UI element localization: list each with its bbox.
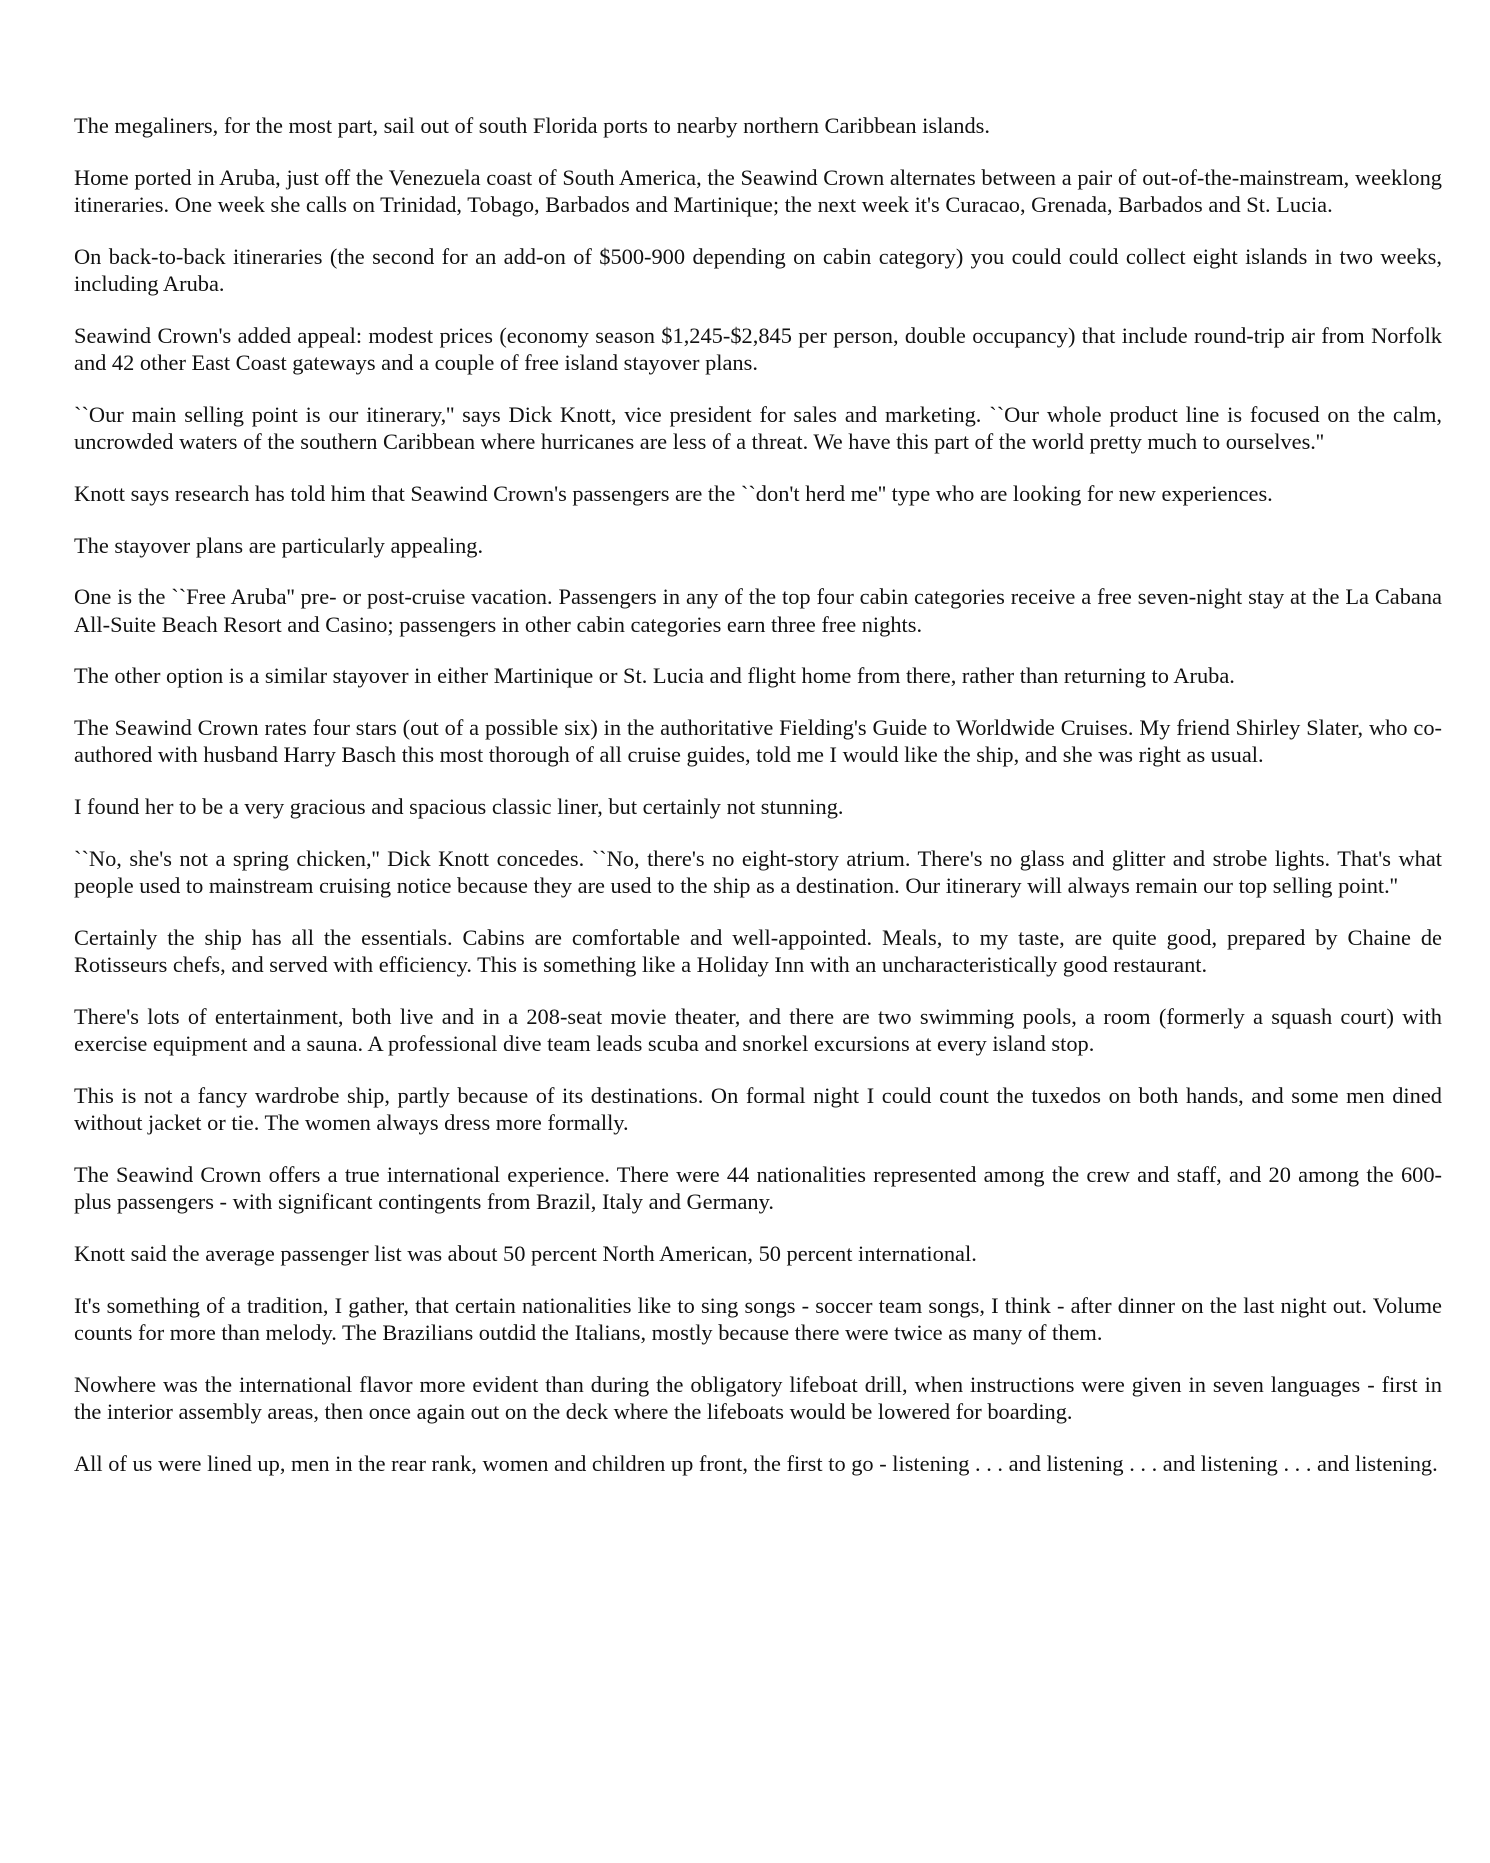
paragraph-international: The Seawind Crown offers a true international experience. There were 44 nationalities represented among the crew and staff, and 20 among the 600-plus passengers - with significant contingents from Brazil, Italy and Germany. — [74, 1161, 1442, 1215]
paragraph-essentials: Certainly the ship has all the essentials. Cabins are comfortable and well-appointed. Meals, to my taste, are quite good, prepared by Chaine de Rotisseurs chefs, and served with efficiency. This is something like a Holiday Inn with an uncharacteristically good restaurant. — [74, 924, 1442, 978]
paragraph-spring-chicken-quote: ``No, she's not a spring chicken,'' Dick Knott concedes. ``No, there's no eight-story atrium. There's no glass and glitter and strobe lights. That's what people used to mainstream cruising notice because they are used to the ship as a destination. Our itinerary will always remain our top selling point.'' — [74, 845, 1442, 899]
paragraph-tradition: It's something of a tradition, I gather, that certain nationalities like to sing songs - soccer team songs, I think - after dinner on the last night out. Volume counts for more than melody. The Brazilians outdid the Italians, mostly because there were twice as many of them. — [74, 1292, 1442, 1345]
article-body — [74, 112, 1442, 1502]
paragraph-back-to-back: On back-to-back itineraries (the second for an add-on of $500-900 depending on cabin category) you could could collect eight islands in two weeks, including Aruba. — [74, 243, 1442, 296]
paragraph-lined-up: All of us were lined up, men in the rear rank, women and children up front, the first to go - listening . . . and listening . . . and listening . . . and listening. — [74, 1450, 1438, 1476]
paragraph-home-ported: Home ported in Aruba, just off the Venezuela coast of South America, the Seawind Crown alternates between a pair of out-of-the-mainstream, weeklong itineraries. One week she calls on Trinidad, Tobago, Barbados and Martinique; the next week it's Curacao, Grenada, Barbados and St. Lucia. — [74, 164, 1442, 217]
paragraph-stayover-plans: The stayover plans are particularly appealing. — [74, 532, 484, 558]
paragraph-wardrobe: This is not a fancy wardrobe ship, partly because of its destinations. On formal night I could count the tuxedos on both hands, and some men dined without jacket or tie. The women always dress more formally. — [74, 1082, 1442, 1136]
paragraph-selling-point-quote: ``Our main selling point is our itinerary,'' says Dick Knott, vice president for sales and marketing. ``Our whole product line is focused on the calm, uncrowded waters of the southern Caribbean where hurricanes are less of a threat. We have this part of the world pretty much to ourselves.'' — [74, 401, 1442, 454]
paragraph-passenger-list: Knott said the average passenger list was about 50 percent North American, 50 percent international. — [74, 1240, 977, 1266]
paragraph-other-option: The other option is a similar stayover in either Martinique or St. Lucia and flight home from there, rather than returning to Aruba. — [74, 663, 1235, 689]
paragraph-four-stars: The Seawind Crown rates four stars (out of a possible six) in the authoritative Fielding's Guide to Worldwide Cruises. My friend Shirley Slater, who co-authored with husband Harry Basch this most thorough of all cruise guides, told me I would like the ship, and she was right as usual. — [74, 715, 1442, 768]
paragraph-classic-liner: I found her to be a very gracious and spacious classic liner, but certainly not stunning. — [74, 794, 844, 820]
paragraph-added-appeal: Seawind Crown's added appeal: modest prices (economy season $1,245-$2,845 per person, double occupancy) that include round-trip air from Norfolk and 42 other East Coast gateways and a couple of free island stayover plans. — [74, 322, 1442, 375]
paragraph-lifeboat-drill: Nowhere was the international flavor more evident than during the obligatory lifeboat drill, when instructions were given in seven languages - first in the interior assembly areas, then once again out on the deck where the lifeboats would be lowered for boarding. — [74, 1371, 1442, 1424]
paragraph-research: Knott says research has told him that Seawind Crown's passengers are the ``don't herd me'' type who are looking for new experiences. — [74, 480, 1273, 506]
paragraph-entertainment: There's lots of entertainment, both live and in a 208-seat movie theater, and there are two swimming pools, a room (formerly a squash court) with exercise equipment and a sauna. A professional dive team leads scuba and snorkel excursions at every island stop. — [74, 1003, 1442, 1057]
paragraph-megaliners: The megaliners, for the most part, sail out of south Florida ports to nearby northern Caribbean islands. — [74, 113, 990, 138]
paragraph-free-aruba: One is the ``Free Aruba'' pre- or post-cruise vacation. Passengers in any of the top four cabin categories receive a free seven-night stay at the La Cabana All-Suite Beach Resort and Casino; passengers in other cabin categories earn three free nights. — [74, 584, 1442, 637]
